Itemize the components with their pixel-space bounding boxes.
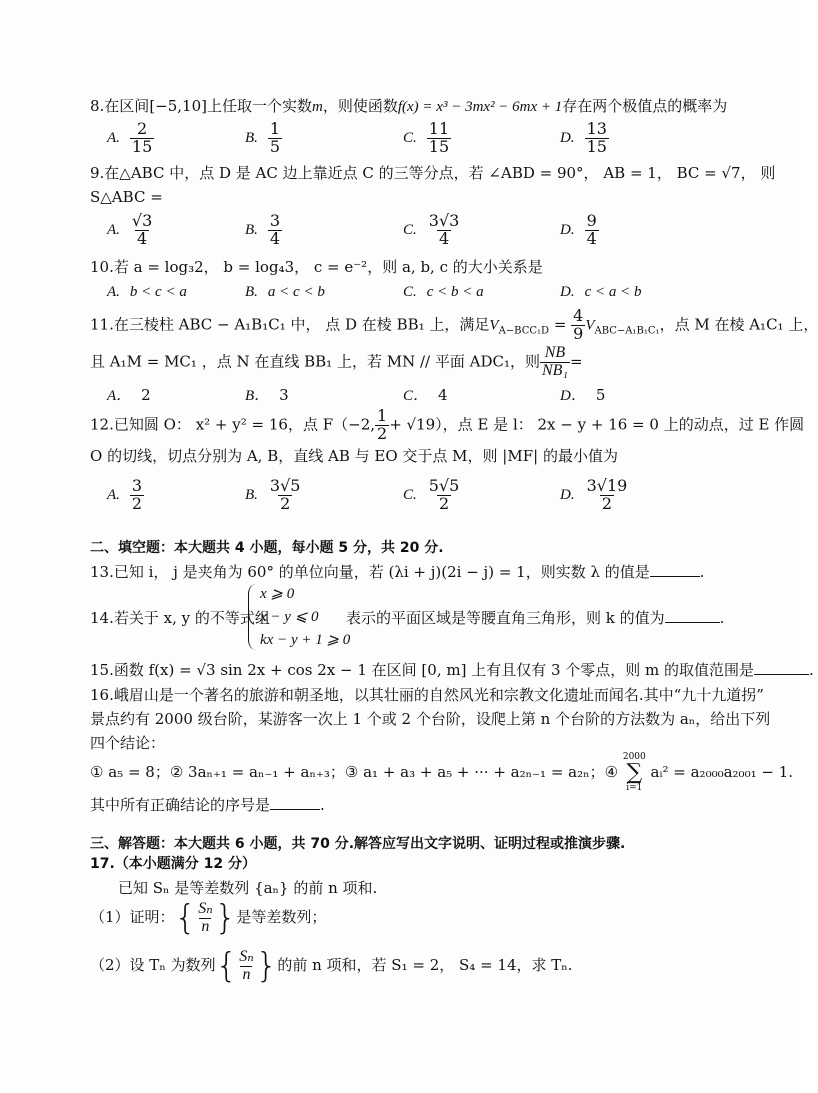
q15-answer-blank[interactable] <box>754 660 809 675</box>
q17-part2-fraction <box>237 949 255 984</box>
q14-inequality-system <box>260 583 350 652</box>
q8-text-a: 8.在区间 <box>90 97 150 115</box>
sigma-icon: ∑ <box>626 760 643 785</box>
frac-num: Sₙ <box>198 899 213 917</box>
frac-den: 2 <box>377 423 388 443</box>
q8-option-c <box>403 121 451 156</box>
q12-text-b: + √19），点 E 是 l： 2x − y + 16 = 0 上的动点，过 E 作圆 <box>389 415 805 434</box>
q17-intro: 已知 Sₙ 是等差数列 {aₙ} 的前 n 项和. <box>118 879 378 897</box>
q16-line4 <box>90 752 793 793</box>
option-fraction <box>268 213 282 248</box>
q8-function: f(x) = x³ − 3mx² − 6mx + 1 <box>397 99 563 115</box>
q12-fraction <box>375 408 389 443</box>
q14-suffix-text: 表示的平面区域是等腰直角三角形，则 k 的值为 <box>346 609 665 627</box>
option-label: B. <box>245 284 258 300</box>
q10-option-c <box>403 281 484 302</box>
q10-stem: 10.若 a = log₃2， b = log₄3， c = e⁻²，则 a, b, c 的大小关系是 <box>90 258 543 276</box>
q9-option-c <box>403 213 461 248</box>
frac-num: 13 <box>586 119 607 138</box>
frac-den: 5 <box>269 136 281 156</box>
frac-num: 5√5 <box>428 476 460 495</box>
option-label: A. <box>107 284 120 300</box>
q13-answer-blank[interactable] <box>650 562 700 577</box>
frac-num: √3 <box>131 211 153 230</box>
frac-den: 2 <box>438 493 450 513</box>
q9-stem-line1: 9.在△ABC 中，点 D 是 AC 边上靠近点 C 的三等分点，若 ∠ABD = 90°， AB = 1， BC = √7， 则 <box>90 164 776 182</box>
frac-den: 9 <box>573 323 584 343</box>
option-text: 4 <box>438 386 448 404</box>
frac-num: 9 <box>586 211 597 230</box>
frac-den: 4 <box>137 228 148 248</box>
frac-den: n <box>201 917 210 935</box>
option-fraction <box>585 213 599 248</box>
frac-num: 3 <box>131 476 143 495</box>
option-label: A． <box>107 388 132 404</box>
option-fraction <box>268 478 303 513</box>
q14-prefix: 14.若关于 x, y 的不等式组 <box>90 609 270 627</box>
frac-num: 3√19 <box>586 476 628 495</box>
option-label: B. <box>245 487 258 504</box>
option-text: 2 <box>141 386 151 404</box>
option-text: c < a < b <box>584 284 642 300</box>
frac-num: 4 <box>573 306 584 325</box>
option-fraction <box>130 121 154 156</box>
frac-den: 15 <box>428 136 450 156</box>
q11-ratio <box>540 345 570 380</box>
q9-option-d <box>560 213 599 248</box>
option-label: B. <box>245 130 258 147</box>
q11-option-d <box>560 385 605 406</box>
right-brace-icon: } <box>255 946 278 986</box>
frac-den: 15 <box>586 136 607 156</box>
q11-text-line2: 且 A₁M = MC₁ ，点 N 在直线 BB₁ 上，若 MN // 平面 ADC₁，则 <box>90 352 540 371</box>
sum-upper: 2000 <box>622 752 646 762</box>
frac-den: 2 <box>280 493 291 513</box>
q10-option-b <box>245 281 325 302</box>
q17-part1 <box>90 898 327 938</box>
option-label: C． <box>403 388 429 404</box>
q10-option-a <box>107 281 187 302</box>
option-fraction <box>427 478 462 513</box>
q12-text-a: 12.已知圆 O： x² + y² = 16，点 F（−2, <box>90 415 376 434</box>
q17-title: 17.（本小题满分 12 分） <box>90 856 257 872</box>
q14-answer-blank[interactable] <box>665 608 720 623</box>
option-text: b < c < a <box>129 284 187 300</box>
q17-part1-label: （1）证明： <box>90 908 175 926</box>
option-label: D. <box>560 130 575 147</box>
frac-den: 4 <box>586 228 597 248</box>
frac-den: NB₁ <box>541 361 568 379</box>
q8-text-c: ，则使函数 <box>322 97 398 115</box>
option-fraction <box>585 478 630 513</box>
option-label: D. <box>560 487 575 504</box>
q14-ineq-2: x − y ⩽ 0 <box>260 609 319 625</box>
q14-end: . <box>719 609 725 627</box>
q12-option-d <box>560 478 629 513</box>
option-label: C. <box>403 130 417 147</box>
q16-line1: 16.峨眉山是一个著名的旅游和朝圣地，以其壮丽的自然风光和宗教文化遗址而闻名.其中“九十九道拐” <box>90 686 764 704</box>
q16-answer-blank[interactable] <box>270 795 320 810</box>
q8-var-m: m <box>312 99 323 115</box>
option-fraction <box>130 213 154 248</box>
q16-line2: 景点约有 2000 级台阶，某游客一次上 1 个或 2 个台阶，设爬上第 n 个台阶的方法数为 aₙ，给出下列 <box>90 710 771 728</box>
q11-option-c <box>403 385 448 406</box>
option-text: 3 <box>279 386 289 404</box>
frac-num: 3 <box>269 211 281 230</box>
option-fraction <box>268 121 282 156</box>
q8-interval: [−5,10] <box>149 97 207 115</box>
q9-stem-line2: S△ABC = <box>90 188 163 206</box>
q12-option-b <box>245 478 302 513</box>
q9-option-b <box>245 213 282 248</box>
frac-num: NB <box>544 344 566 361</box>
option-label: B. <box>245 222 258 239</box>
q12-option-a <box>107 478 144 513</box>
frac-den: 4 <box>269 228 281 248</box>
q10-option-d <box>560 281 642 302</box>
option-label: C. <box>403 487 417 504</box>
q15 <box>90 660 814 680</box>
frac-den: 4 <box>438 228 450 248</box>
q8-option-a <box>107 121 154 156</box>
option-label: D． <box>560 388 586 404</box>
option-label: A. <box>107 487 120 504</box>
q17-part2-text: 的前 n 项和，若 S₁ = 2， S₄ = 14，求 Tₙ. <box>277 956 573 974</box>
q8-option-d <box>560 121 609 156</box>
option-label: A. <box>107 222 120 239</box>
q11-volume-2: V <box>585 317 595 334</box>
q15-text: 15.函数 f(x) = √3 sin 2x + cos 2x − 1 在区间 [0, m] 上有且仅有 3 个零点，则 m 的取值范围是 <box>90 661 755 679</box>
sum-lower: i=1 <box>626 783 643 793</box>
frac-den: 15 <box>131 136 153 156</box>
frac-num: 3√3 <box>428 211 460 230</box>
option-text: a < c < b <box>267 284 325 300</box>
option-fraction <box>585 121 609 156</box>
frac-num: 3√5 <box>269 476 301 495</box>
section-3-title: 三、解答题：本大题共 6 小题，共 70 分.解答应写出文字说明、证明过程或推演步骤. <box>90 836 626 852</box>
q16-line5 <box>90 795 325 815</box>
option-fraction <box>130 478 144 513</box>
option-fraction <box>427 121 451 156</box>
q11-equals-end: = <box>569 352 583 371</box>
q11-text-e: ，点 M 在棱 A₁C₁ 上， <box>659 315 818 334</box>
q11-volume-2-sub: ABC−A₁B₁C₁ <box>594 325 660 337</box>
q13-text: 13.已知 i， j 是夹角为 60° 的单位向量，若 (λi + j)(2i − j) = 1，则实数 λ 的值是 <box>90 563 650 581</box>
q16-conclusions: ① a₅ = 8；② 3aₙ₊₁ = aₙ₋₁ + aₙ₊₃；③ a₁ + a₃ + a₅ + ··· + a₂ₙ₋₁ = a₂ₙ；④ <box>90 763 619 781</box>
q17-part2 <box>90 946 573 986</box>
frac-num: 1 <box>269 119 281 138</box>
option-label: B． <box>245 388 270 404</box>
q16-line3: 四个结论： <box>90 734 166 752</box>
q12-stem-line1 <box>90 408 804 443</box>
q14-ineq-3: kx − y + 1 ⩾ 0 <box>260 632 351 648</box>
q11-option-b <box>245 385 289 406</box>
frac-den: n <box>242 965 251 983</box>
q14-brace <box>248 584 259 650</box>
q12-stem-line2: O 的切线，切点分别为 A, B，直线 AB 与 EO 交于点 M，则 |MF| 的最小值为 <box>90 447 618 465</box>
frac-den: 2 <box>131 493 143 513</box>
option-text: 5 <box>595 386 606 404</box>
q11-volume-1-sub: A−BCC₁D <box>498 325 550 337</box>
frac-num: 1 <box>377 406 388 425</box>
q11-stem-line1 <box>90 308 818 346</box>
q11-volume-1: V <box>489 317 499 334</box>
option-fraction <box>427 213 462 248</box>
q11-fraction <box>571 308 585 343</box>
q16-conclusion-4: aᵢ² = a₂₀₀₀a₂₀₀₁ − 1. <box>650 763 794 781</box>
q8-option-b <box>245 121 282 156</box>
q17-part1-text: 是等差数列； <box>236 908 327 926</box>
q11-equals: = <box>549 315 572 334</box>
left-brace-icon: { <box>174 898 197 938</box>
option-label: A. <box>107 130 120 147</box>
option-label: C. <box>403 284 417 300</box>
option-label: C. <box>403 222 417 239</box>
q17-part2-label: （2）设 Tₙ 为数列 <box>90 956 216 974</box>
right-brace-icon: } <box>214 898 237 938</box>
q9-option-a <box>107 213 154 248</box>
q14-ineq-1: x ⩾ 0 <box>260 586 295 602</box>
q17-part1-fraction <box>196 901 214 936</box>
q16-line5-text: 其中所有正确结论的序号是 <box>90 796 271 814</box>
option-label: D. <box>560 222 575 239</box>
q11-stem-line2 <box>90 345 583 380</box>
q8-text-d: 存在两个极值点的概率为 <box>562 97 728 115</box>
section-2-title: 二、填空题：本大题共 4 小题，每小题 5 分，共 20 分. <box>90 540 444 556</box>
q13-end: . <box>699 563 705 581</box>
q11-text-a: 11.在三棱柱 ABC − A₁B₁C₁ 中， 点 D 在棱 BB₁ 上，满足 <box>90 315 490 334</box>
option-text: c < b < a <box>426 284 484 300</box>
q14-suffix <box>346 608 724 628</box>
q8-text-b: 上任取一个实数 <box>206 97 312 115</box>
q11-option-a <box>107 385 151 406</box>
frac-num: 2 <box>137 119 148 138</box>
frac-num: 11 <box>428 119 450 138</box>
frac-den: 2 <box>601 493 613 513</box>
q12-option-c <box>403 478 461 513</box>
q15-end: . <box>809 661 814 679</box>
frac-num: Sₙ <box>239 947 254 965</box>
option-label: D. <box>560 284 575 300</box>
q16-summation <box>623 753 646 793</box>
q13 <box>90 562 705 582</box>
left-brace-icon: { <box>215 946 238 986</box>
q8-stem <box>90 96 727 117</box>
q16-end: . <box>320 796 325 814</box>
